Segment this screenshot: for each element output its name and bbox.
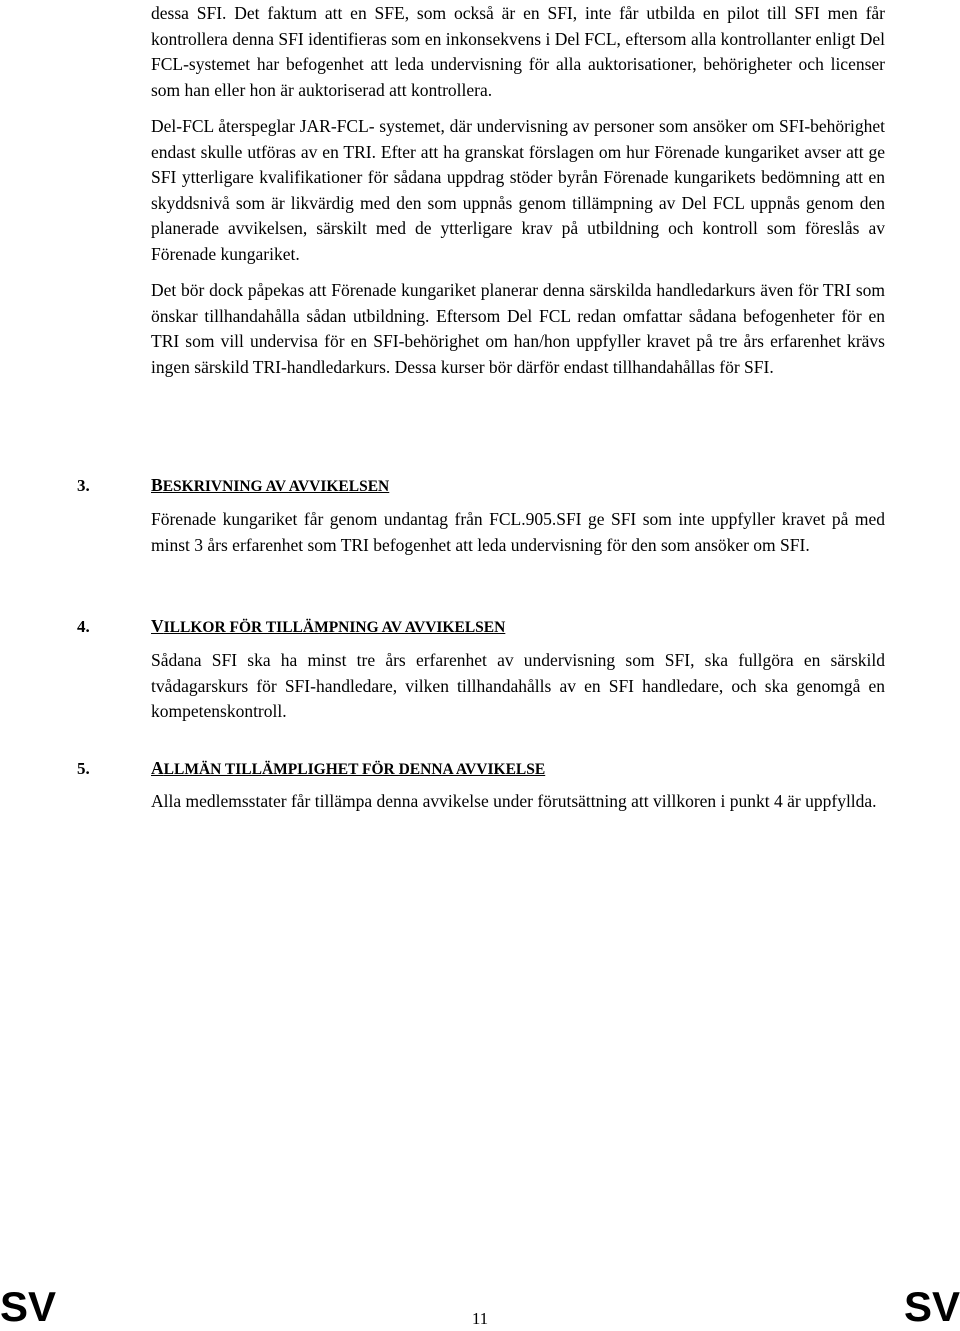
section-5-heading bbox=[77, 758, 545, 780]
paragraph-del-fcl: Del-FCL återspeglar JAR-FCL- systemet, där undervisning av personer som ansöker om SFI-behörighet endast skulle utföras av en TRI. Efter att ha granskat förslagen om hur Förenade kungariket avser att ge SFI ytterligare kvalifikationer för sådana uppdrag stöder byrån Förenade kungarikets bedömning att en skyddsnivå som är likvärdig med den som uppnås genom tillämpning av Del FCL uppnås genom den planerade avvikelsen, särskilt med de ytterligare krav på utbildning och kontroll som föreslås av Förenade kungariket. bbox=[151, 116, 885, 264]
section-number: 5. bbox=[77, 759, 90, 778]
section-paragraph: Sådana SFI ska ha minst tre års erfarenhet av undervisning som SFI, ska fullgöra en särskild tvådagarskurs för SFI-handledare, vilken tillhandahålls av en SFI handledare, och ska genomgå en kompetenskontroll. bbox=[151, 650, 885, 721]
paragraph-handledarkurs: Det bör dock påpekas att Förenade kungariket planerar denna särskilda handledarkurs även för TRI som önskar tillhandahålla sådan utbildning. Eftersom Del FCL redan omfattar sådana befogenheter för en TRI som vill undervisa för en SFI-behörighet om han/hon uppfyller kravet på tre års erfarenhet krävs ingen särskild TRI-handledarkurs. Dessa kurser bör därför endast tillhandahållas för SFI. bbox=[151, 280, 885, 377]
section-3-body bbox=[151, 507, 885, 558]
paragraph-continuation: dessa SFI. Det faktum att en SFE, som också är en SFI, inte får utbilda en pilot till SFI men får kontrollera denna SFI identifieras som en inkonsekvens i Del FCL, eftersom alla kontrollanter enligt Del FCL-systemet har befogenhet att leda undervisning för alla auktorisationer, behörigheter och licenser som han eller hon är auktoriserad att kontrollera. bbox=[151, 3, 885, 100]
language-tag-right: SV bbox=[903, 1283, 960, 1330]
section-title: BESKRIVNING AV AVVIKELSEN bbox=[151, 475, 390, 495]
section-4-heading bbox=[77, 616, 505, 638]
intro-block bbox=[151, 1, 885, 380]
section-paragraph: Alla medlemsstater får tillämpa denna avvikelse under förutsättning att villkoren i punkt 4 är uppfyllda. bbox=[151, 791, 877, 811]
section-title: ALLMÄN TILLÄMPLIGHET FÖR DENNA AVVIKELSE bbox=[151, 758, 546, 778]
section-number: 4. bbox=[77, 617, 90, 636]
section-paragraph: Förenade kungariket får genom undantag från FCL.905.SFI ge SFI som inte uppfyller kravet på med minst 3 års erfarenhet som TRI befogenhet att leda undervisning för den som ansöker om SFI. bbox=[151, 509, 885, 555]
section-title: VILLKOR FÖR TILLÄMPNING AV AVVIKELSEN bbox=[151, 616, 506, 636]
section-number: 3. bbox=[77, 476, 90, 495]
section-5-body bbox=[151, 789, 885, 815]
page-number: 11 bbox=[471, 1309, 489, 1328]
section-4-body bbox=[151, 648, 885, 725]
language-tag-left: SV bbox=[0, 1283, 57, 1330]
section-3-heading bbox=[77, 475, 389, 497]
